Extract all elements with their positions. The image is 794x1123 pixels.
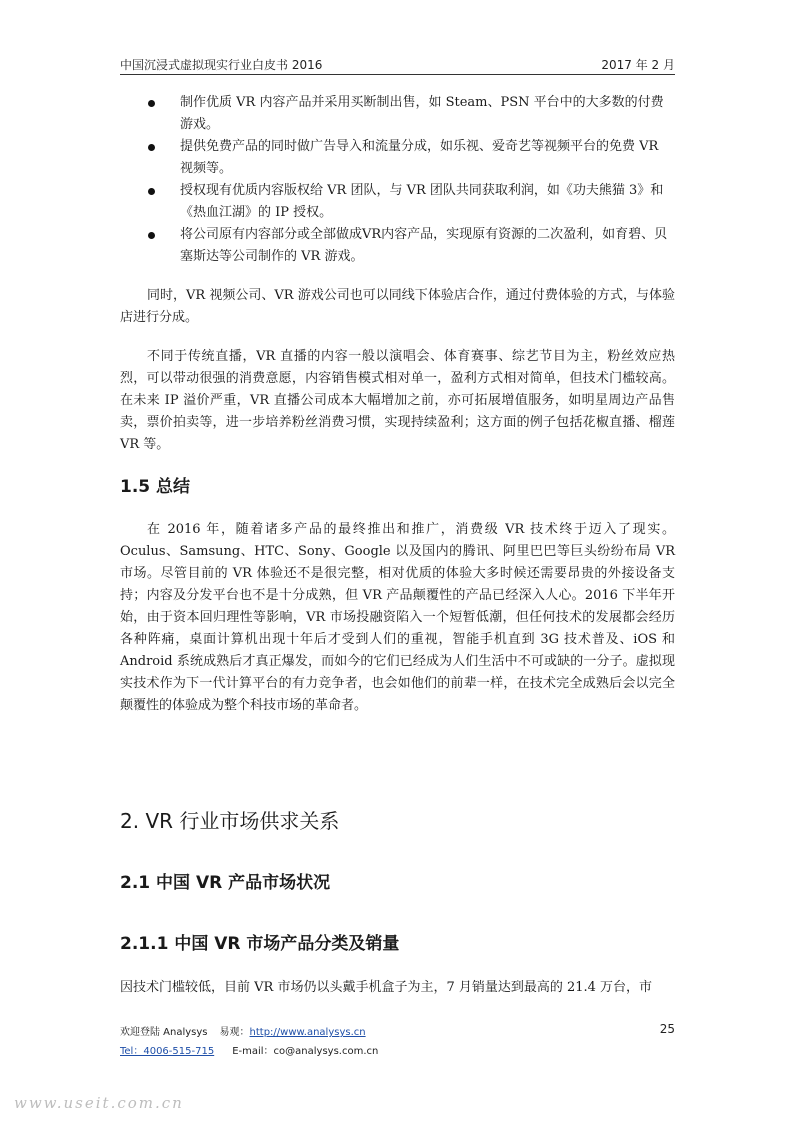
section-heading: 2.1 中国 VR 产品市场状况 bbox=[120, 873, 331, 893]
paragraph: 因技术门槛较低，目前 VR 市场仍以头戴手机盒子为主，7 月销量达到最高的 21.4 万台，市 bbox=[120, 980, 653, 995]
header-date: 2017 年 2 月 bbox=[601, 58, 675, 72]
footer-email: E-mail：co@analysys.com.cn bbox=[232, 1046, 379, 1057]
page-header bbox=[120, 54, 675, 75]
watermark: www.useit.com.cn bbox=[14, 1094, 184, 1112]
bullet-list bbox=[120, 92, 675, 268]
chapter-heading: 2. VR 行业市场供求关系 bbox=[120, 809, 340, 833]
bullet-icon bbox=[148, 232, 155, 239]
page-number: 25 bbox=[659, 1022, 675, 1036]
list-item: 制作优质 VR 内容产品并采用买断制出售，如 Steam、PSN 平台中的大多数的付费游戏。 bbox=[120, 92, 675, 136]
bullet-icon bbox=[148, 188, 155, 195]
bullet-icon bbox=[148, 144, 155, 151]
website-link[interactable]: http://www.analysys.cn bbox=[249, 1027, 366, 1038]
paragraph: 同时，VR 视频公司、VR 游戏公司也可以同线下体验店合作，通过付费体验的方式，与体验店进行分成。 bbox=[120, 288, 675, 325]
section-paragraph: 在 2016 年，随着诸多产品的最终推出和推广，消费级 VR 技术终于迈入了现实。Oculus、Samsung、HTC、Sony、Google 以及国内的腾讯、阿里巴巴等巨头纷纷布局 VR 市场。尽管目前的 VR 体验还不是很完整，相对优质的体验大多时候还需要昂贵的外接设备支持；内容及分发平台也不是十分成熟，但 VR 产品颠覆性的产品已经深入人心。2016 下半年开始，由于资本回归理性等影响，VR 市场投融资陷入一个短暂低潮，但任何技术的发展都会经历各种阵痛，桌面计算机出现十年后才受到人们的重视，智能手机直到 3G 技术普及、iOS 和 Android 系统成熟后才真正爆发，而如今的它们已经成为人们生活中不可或缺的一分子。虚拟现实技术作为下一代计算平台的有力竞争者，也会如他们的前辈一样，在技术完全成熟后会以完全颠覆性的体验成为整个科技市场的革命者。 bbox=[120, 522, 675, 713]
footer-welcome: 欢迎登陆 Analysys bbox=[120, 1027, 208, 1038]
list-item: 将公司原有内容部分或全部做成VR内容产品，实现原有资源的二次盈利，如育碧、贝塞斯达等公司制作的 VR 游戏。 bbox=[120, 224, 675, 268]
list-item: 提供免费产品的同时做广告导入和流量分成，如乐视、爱奇艺等视频平台的免费 VR 视频等。 bbox=[120, 136, 675, 180]
footer-site-label: 易观： bbox=[219, 1027, 250, 1038]
section-heading: 1.5 总结 bbox=[120, 477, 191, 497]
subsection-heading: 2.1.1 中国 VR 市场产品分类及销量 bbox=[120, 934, 400, 954]
phone-link[interactable]: Tel：4006-515-715 bbox=[120, 1046, 215, 1057]
page-footer bbox=[120, 1018, 675, 1058]
bullet-icon bbox=[148, 100, 155, 107]
header-title: 中国沉浸式虚拟现实行业白皮书 2016 bbox=[120, 58, 323, 72]
main-content bbox=[120, 92, 675, 456]
paragraph: 不同于传统直播，VR 直播的内容一般以演唱会、体育赛事、综艺节目为主，粉丝效应热烈，可以带动很强的消费意愿，内容销售模式相对单一，盈利方式相对简单，但技术门槛较高。在未来 IP 溢价严重，VR 直播公司成本大幅增加之前，亦可拓展增值服务，如明星周边产品售卖，票价拍卖等，进一步培养粉丝消费习惯，实现持续盈利；这方面的例子包括花椒直播、榴莲 VR 等。 bbox=[120, 349, 675, 452]
list-item: 授权现有优质内容版权给 VR 团队，与 VR 团队共同获取利润，如《功夫熊猫 3》和《热血江湖》的 IP 授权。 bbox=[120, 180, 675, 224]
